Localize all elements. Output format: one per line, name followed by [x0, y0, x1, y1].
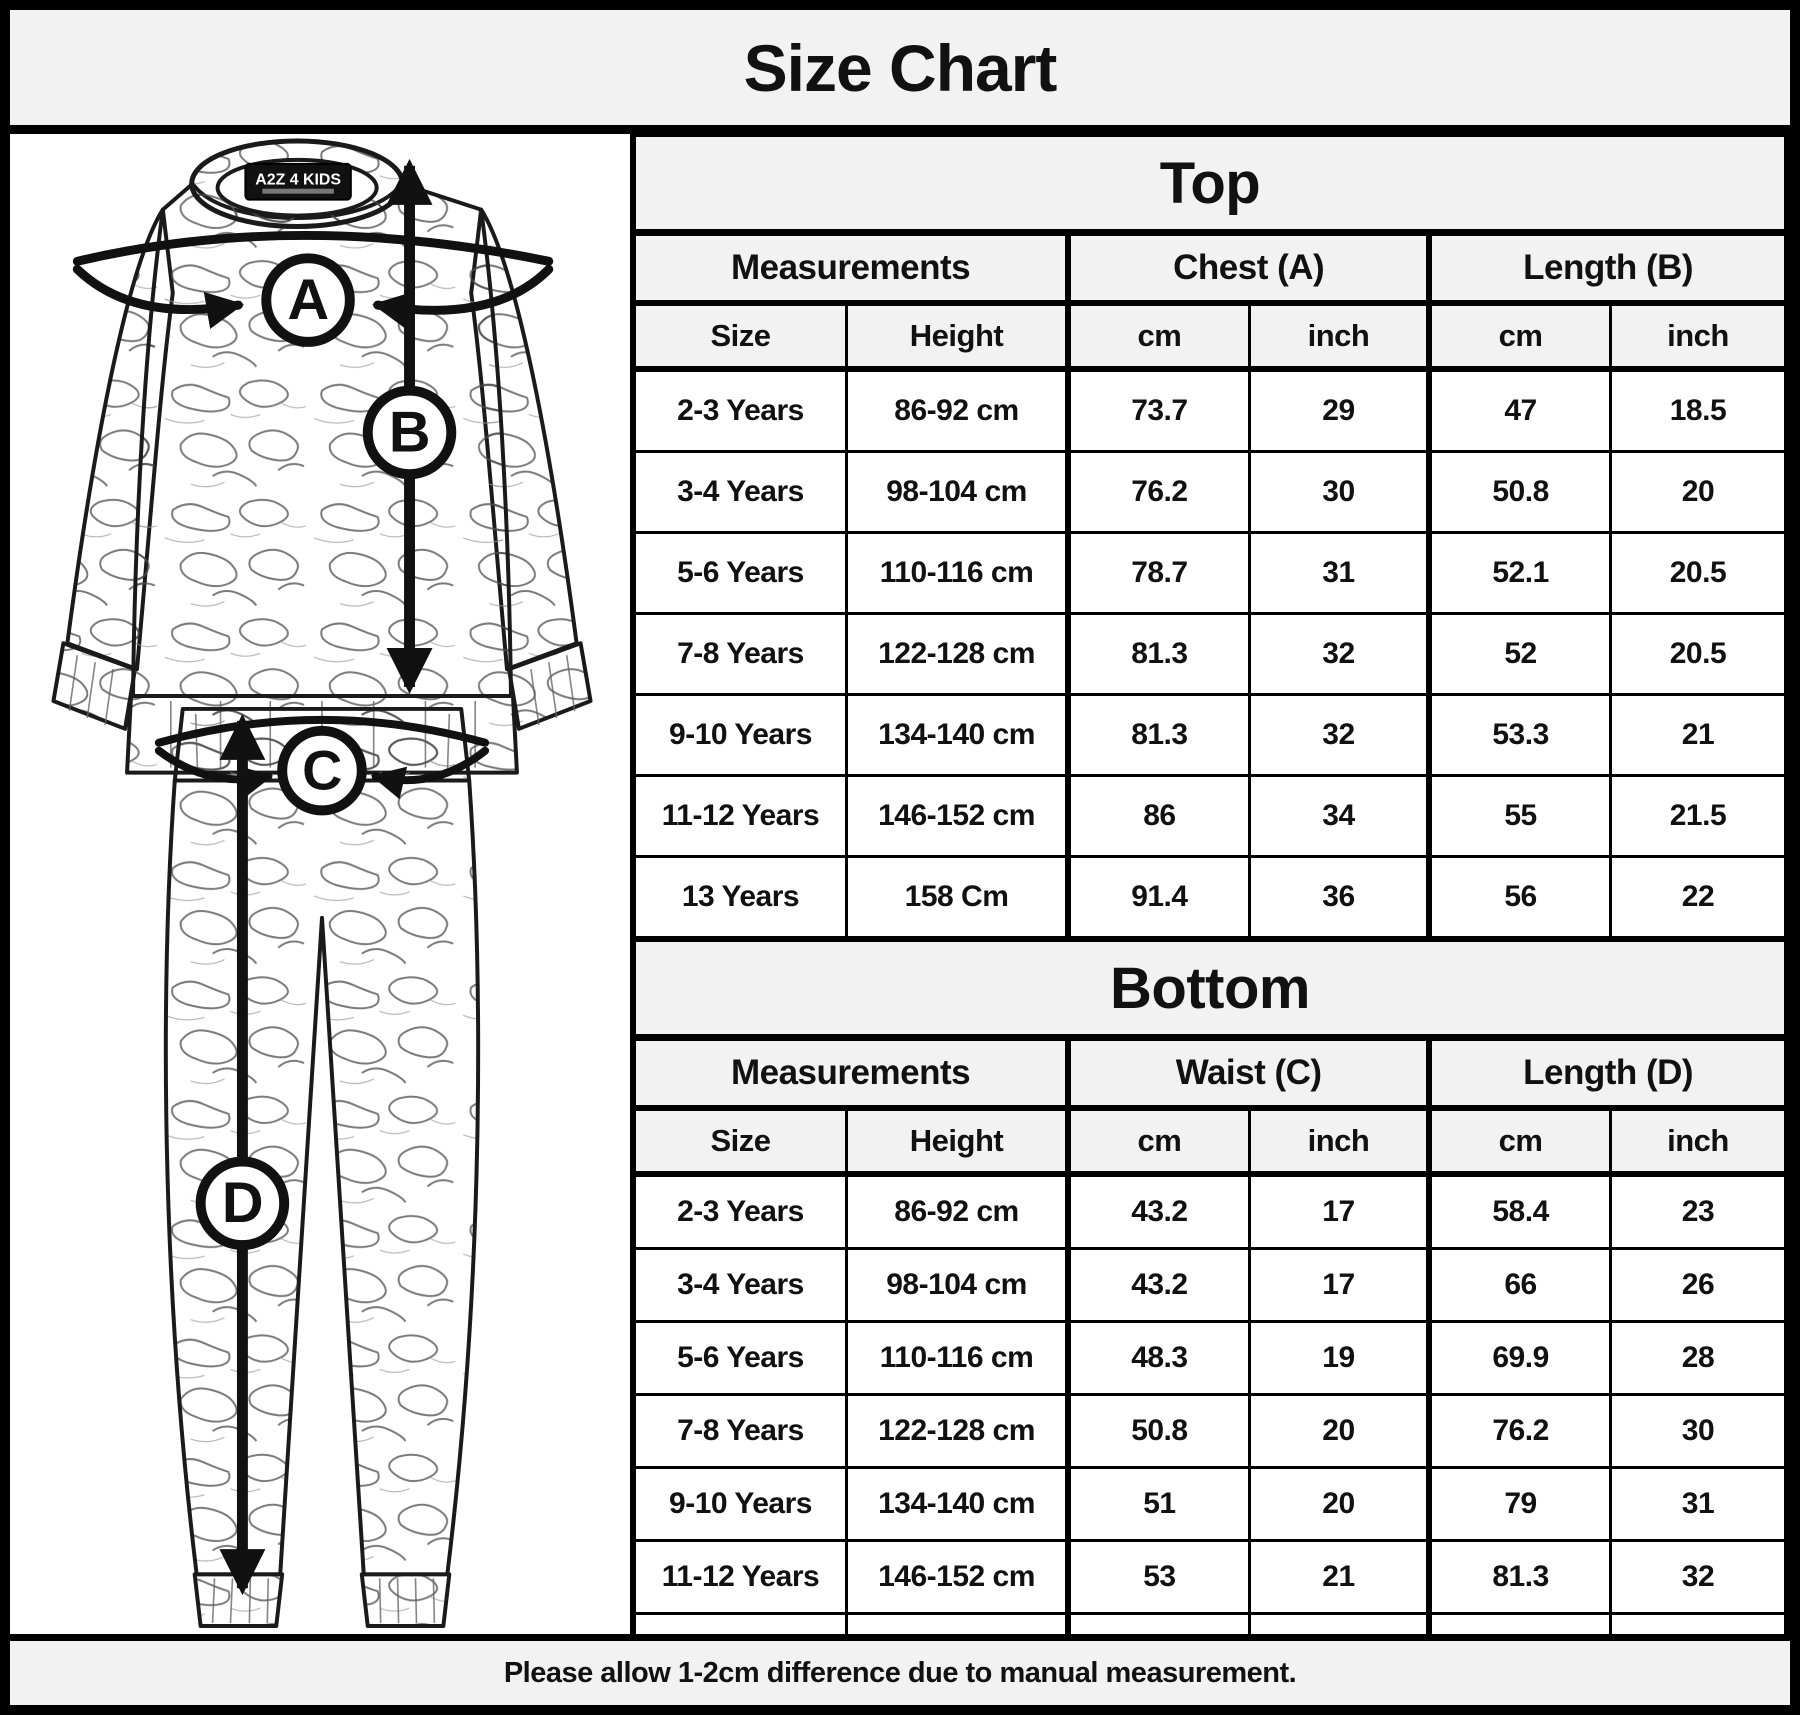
top-table-body: [633, 369, 1787, 938]
table-cell: 20.5: [1610, 533, 1787, 614]
table-cell: 86-92 cm: [846, 369, 1068, 452]
table-cell: 21: [1249, 1541, 1429, 1614]
column-header-size: Size: [633, 303, 846, 369]
group-header-measurements: Measurements: [633, 1038, 1068, 1109]
column-header-height: Height: [846, 1108, 1068, 1174]
table-row: [633, 1395, 1787, 1468]
group-header-row: [633, 1038, 1787, 1109]
table-cell: 23: [1610, 1174, 1787, 1249]
table-cell: 78.7: [1068, 533, 1249, 614]
table-cell: 69.9: [1429, 1322, 1610, 1395]
table-cell: 86-92 cm: [846, 1174, 1068, 1249]
bottom-table-body: [633, 1174, 1787, 1688]
marker-d-label: D: [221, 1171, 263, 1236]
column-header-inch: inch: [1249, 303, 1429, 369]
column-header-row: [633, 1108, 1787, 1174]
table-cell: 81.3: [1068, 614, 1249, 695]
table-row: [633, 1541, 1787, 1614]
table-cell: 31: [1249, 533, 1429, 614]
column-header-row: [633, 303, 1787, 369]
table-row: [633, 1249, 1787, 1322]
table-cell: 53: [1068, 1541, 1249, 1614]
footer-note: Please allow 1-2cm difference due to manual measurement.: [10, 1634, 1790, 1705]
table-cell: 91.4: [1068, 857, 1249, 938]
table-cell: 98-104 cm: [846, 1249, 1068, 1322]
table-cell: 5-6 Years: [633, 1322, 846, 1395]
table-cell: 29: [1249, 369, 1429, 452]
table-cell: 28: [1610, 1322, 1787, 1395]
group-header-length: Length (B): [1429, 233, 1787, 304]
table-cell: 43.2: [1068, 1249, 1249, 1322]
table-cell: 55: [1429, 776, 1610, 857]
table-cell: 52: [1429, 614, 1610, 695]
table-cell: 81.3: [1429, 1541, 1610, 1614]
table-cell: 7-8 Years: [633, 1395, 846, 1468]
brand-tag: [245, 164, 350, 200]
marker-c-label: C: [302, 739, 342, 802]
table-cell: 81.3: [1068, 695, 1249, 776]
table-cell: 2-3 Years: [633, 1174, 846, 1249]
marker-b-label: B: [388, 400, 431, 465]
group-header-waist: Waist (C): [1068, 1038, 1429, 1109]
right-ankle-cuff: [362, 1574, 450, 1626]
table-cell: 2-3 Years: [633, 369, 846, 452]
marker-c-badge: [282, 731, 362, 811]
table-cell: 11-12 Years: [633, 776, 846, 857]
table-row: [633, 776, 1787, 857]
table-cell: 66: [1429, 1249, 1610, 1322]
table-cell: 20: [1610, 452, 1787, 533]
table-cell: 134-140 cm: [846, 1468, 1068, 1541]
table-cell: 7-8 Years: [633, 614, 846, 695]
table-cell: 18.5: [1610, 369, 1787, 452]
table-cell: 86: [1068, 776, 1249, 857]
table-cell: 3-4 Years: [633, 452, 846, 533]
brand-tag-label: A2Z 4 KIDS: [255, 171, 341, 189]
table-cell: 110-116 cm: [846, 1322, 1068, 1395]
table-cell: 19: [1249, 1322, 1429, 1395]
table-cell: 13 Years: [633, 857, 846, 938]
table-cell: 20: [1249, 1395, 1429, 1468]
table-cell: 158 Cm: [846, 857, 1068, 938]
table-cell: 21: [1610, 695, 1787, 776]
table-cell: 122-128 cm: [846, 614, 1068, 695]
group-header-row: [633, 233, 1787, 304]
table-cell: 30: [1610, 1395, 1787, 1468]
table-cell: 31: [1610, 1468, 1787, 1541]
table-cell: 17: [1249, 1249, 1429, 1322]
page-title: Size Chart: [10, 10, 1790, 134]
column-header-cm: cm: [1429, 1108, 1610, 1174]
table-row: [633, 533, 1787, 614]
table-title: Bottom: [633, 941, 1787, 1038]
table-row: [633, 857, 1787, 938]
table-cell: 36: [1249, 857, 1429, 938]
garment-illustration: [10, 134, 630, 1634]
table-cell: 43.2: [1068, 1174, 1249, 1249]
table-cell: 21.5: [1610, 776, 1787, 857]
table-cell: 146-152 cm: [846, 1541, 1068, 1614]
table-row: [633, 1322, 1787, 1395]
table-cell: 56: [1429, 857, 1610, 938]
table-cell: 110-116 cm: [846, 533, 1068, 614]
table-cell: 50.8: [1429, 452, 1610, 533]
group-header-chest: Chest (A): [1068, 233, 1429, 304]
table-cell: 3-4 Years: [633, 1249, 846, 1322]
table-cell: 53.3: [1429, 695, 1610, 776]
column-header-size: Size: [633, 1108, 846, 1174]
table-row: [633, 695, 1787, 776]
table-cell: 98-104 cm: [846, 452, 1068, 533]
table-title-row: [633, 136, 1787, 233]
column-header-cm: cm: [1068, 1108, 1249, 1174]
table-cell: 22: [1610, 857, 1787, 938]
column-header-inch: inch: [1610, 1108, 1787, 1174]
table-row: [633, 614, 1787, 695]
table-cell: 73.7: [1068, 369, 1249, 452]
main-content: [10, 134, 1790, 1634]
table-cell: 20: [1249, 1468, 1429, 1541]
pajama-diagram: [10, 134, 630, 1634]
table-row: [633, 1468, 1787, 1541]
table-cell: 52.1: [1429, 533, 1610, 614]
table-cell: 50.8: [1068, 1395, 1249, 1468]
table-cell: 122-128 cm: [846, 1395, 1068, 1468]
table-cell: 32: [1249, 614, 1429, 695]
table-cell: 20.5: [1610, 614, 1787, 695]
column-header-cm: cm: [1068, 303, 1249, 369]
bottom-size-table: [630, 939, 1790, 1691]
marker-a-label: A: [287, 268, 329, 333]
table-cell: 11-12 Years: [633, 1541, 846, 1614]
table-cell: 51: [1068, 1468, 1249, 1541]
table-cell: 26: [1610, 1249, 1787, 1322]
table-title: Top: [633, 136, 1787, 233]
table-cell: 146-152 cm: [846, 776, 1068, 857]
group-header-length: Length (D): [1429, 1038, 1787, 1109]
table-cell: 58.4: [1429, 1174, 1610, 1249]
table-cell: 30: [1249, 452, 1429, 533]
size-tables: [630, 134, 1790, 1634]
top-size-table: [630, 134, 1790, 939]
table-cell: 9-10 Years: [633, 1468, 846, 1541]
table-cell: 17: [1249, 1174, 1429, 1249]
column-header-cm: cm: [1429, 303, 1610, 369]
table-cell: 134-140 cm: [846, 695, 1068, 776]
table-cell: 5-6 Years: [633, 533, 846, 614]
table-title-row: [633, 941, 1787, 1038]
table-cell: 79: [1429, 1468, 1610, 1541]
table-cell: 47: [1429, 369, 1610, 452]
table-cell: 34: [1249, 776, 1429, 857]
table-cell: 32: [1249, 695, 1429, 776]
group-header-measurements: Measurements: [633, 233, 1068, 304]
table-cell: 32: [1610, 1541, 1787, 1614]
table-row: [633, 1174, 1787, 1249]
marker-a-badge: [266, 258, 350, 342]
table-cell: 76.2: [1068, 452, 1249, 533]
table-cell: 9-10 Years: [633, 695, 846, 776]
table-row: [633, 369, 1787, 452]
table-cell: 76.2: [1429, 1395, 1610, 1468]
column-header-inch: inch: [1249, 1108, 1429, 1174]
column-header-height: Height: [846, 303, 1068, 369]
column-header-inch: inch: [1610, 303, 1787, 369]
table-row: [633, 452, 1787, 533]
table-cell: 48.3: [1068, 1322, 1249, 1395]
